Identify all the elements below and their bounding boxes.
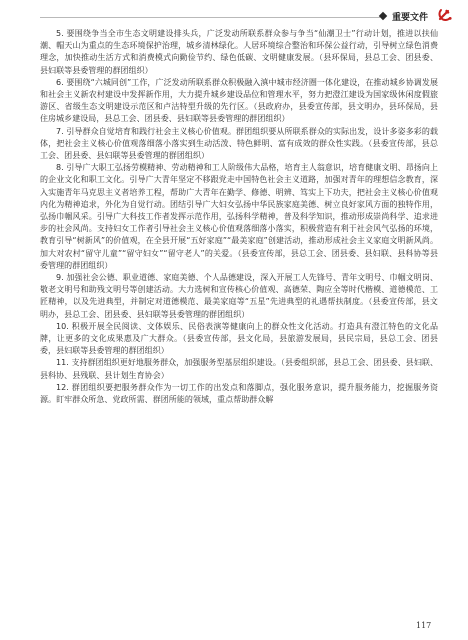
party-emblem-icon	[437, 6, 453, 22]
page-number: 117	[416, 621, 432, 630]
paragraph-6: 6. 要围绕“六城同创”工作，广泛发动所联系群众积极融入滇中城市经济圈一体化建设，在推动城乡协调发展和社会主义新农村建设中发挥新作用，大力提升城乡建设品位和管理水平，努力把澄江建设为国家级休闲度假旅游区、省级生态文明建设示范区和卢沽特型升级的先行区。（县政府办，县委宣传部，县文明办，县环保局，县住房城乡建设局，县总工会、团县委、县妇联等县委管理的群团组织）	[40, 77, 438, 124]
paragraph-5: 5. 要围绕争当全市生态文明建设排头兵，广泛发动所联系群众参与争当“仙潮卫士”行动计划，推进以扶仙潮、帽天山为重点的生态环境保护治理，城乡清林绿化。人居环境综合整治和环保公益行动，引导树立绿色消费理念，加快推动生活方式和消费模式向勤俭节约、绿色低碳、文明健康发展。（县环保局，县总工会、团县委、县妇联等县委管理的群团组织）	[40, 29, 438, 75]
header-title: 重要文件	[392, 13, 429, 23]
header-rule	[40, 17, 380, 18]
paragraph-11: 11. 支持群团组织更好地服务群众，加强服务型基层组织建设。（县委组织部，县总工会、团县委、县妇联、县科协、县残联、县计划生育协会）	[40, 358, 438, 380]
paragraph-10: 10. 积极开展全民阅读、文体娱乐、民俗表演等健康向上的群众性文化活动。打造具有澄江特色的文化品牌，让更多的文化成果惠及广大群众。（县委宣传部，县文化局，县旅游发展局，县民宗局，县总工会、团县委，县妇联等县委管理的群团组织）	[40, 321, 438, 356]
document-body	[40, 28, 438, 614]
paragraph-12: 12. 群团组织要把服务群众作为一切工作的出发点和落脚点，强化服务意识，提升服务能力，挖掘服务资源。盯牢群众所急、党政所需、群团所能的领域，重点帮助群众解	[40, 382, 438, 405]
paragraph-7: 7. 引导群众自觉培育和践行社会主义核心价值观。群团组织要从所联系群众的实际出发，设计多姿多彩的载体，把社会主义核心价值观落细落小落实到生动活泼、特色鲜明、富有成效的群众性实践。（县委宣传部，县总工会、团县委、县妇联等县委管理的群团组织）	[40, 126, 438, 161]
paragraph-8: 8. 引导广大职工弘扬劳模精神、劳动精神和工人阶级伟大品格，培育主人翁意识，培育健康文明、昂扬向上的企业文化和职工文化。引导广大青年坚定不移跟党走中国特色社会主义道路，加强对青年的理想信念教育，深入实施青年马克思主义者培养工程，帮助广大青年在勤学、修德、明辨、笃实上下功夫，把社会主义核心价值观内化为精神追求，外化为自觉行动。团结引导广大妇女弘扬中华民族家庭美德、树立良好家风方面的独特作用，弘扬巾帼风采。引导广大科技工作者发挥示范作用，弘扬科学精神，普及科学知识，推动形成崇尚科学、追求进步的社会风尚。支持妇女工作者引导社会主义核心价值观落细落小落实，积极营造有利于社会风气弘扬的环境，教育引导“树新风”的价值观，在全县开展“五好家庭”“最美家庭”创建活动，推动形成社会主义家庭文明新风尚。加大对农村“留守儿童”“留守妇女”“留守老人”的关爱。（县委宣传部，县总工会、团县委、县妇联、县科协等县委管理的群团组织）	[40, 163, 438, 270]
paragraph-9: 9. 加强社会公德、职业道德、家庭美德、个人品德建设，深入开展工人先锋号、青年文明号、巾帼文明岗、敬老文明号和助残文明号等创建活动。大力选树和宣传核心价值观、高德荣、陶应全等时代楷模、道德模范、工匠精神，以及先进典型，并制定对道德模范、最美家庭等“五星”先进典型的礼遇帮扶制度。（县委宣传部，县文明办，县总工会、团县委、县妇联等县委管理的群团组织）	[40, 273, 438, 319]
diamond-icon	[379, 12, 387, 20]
